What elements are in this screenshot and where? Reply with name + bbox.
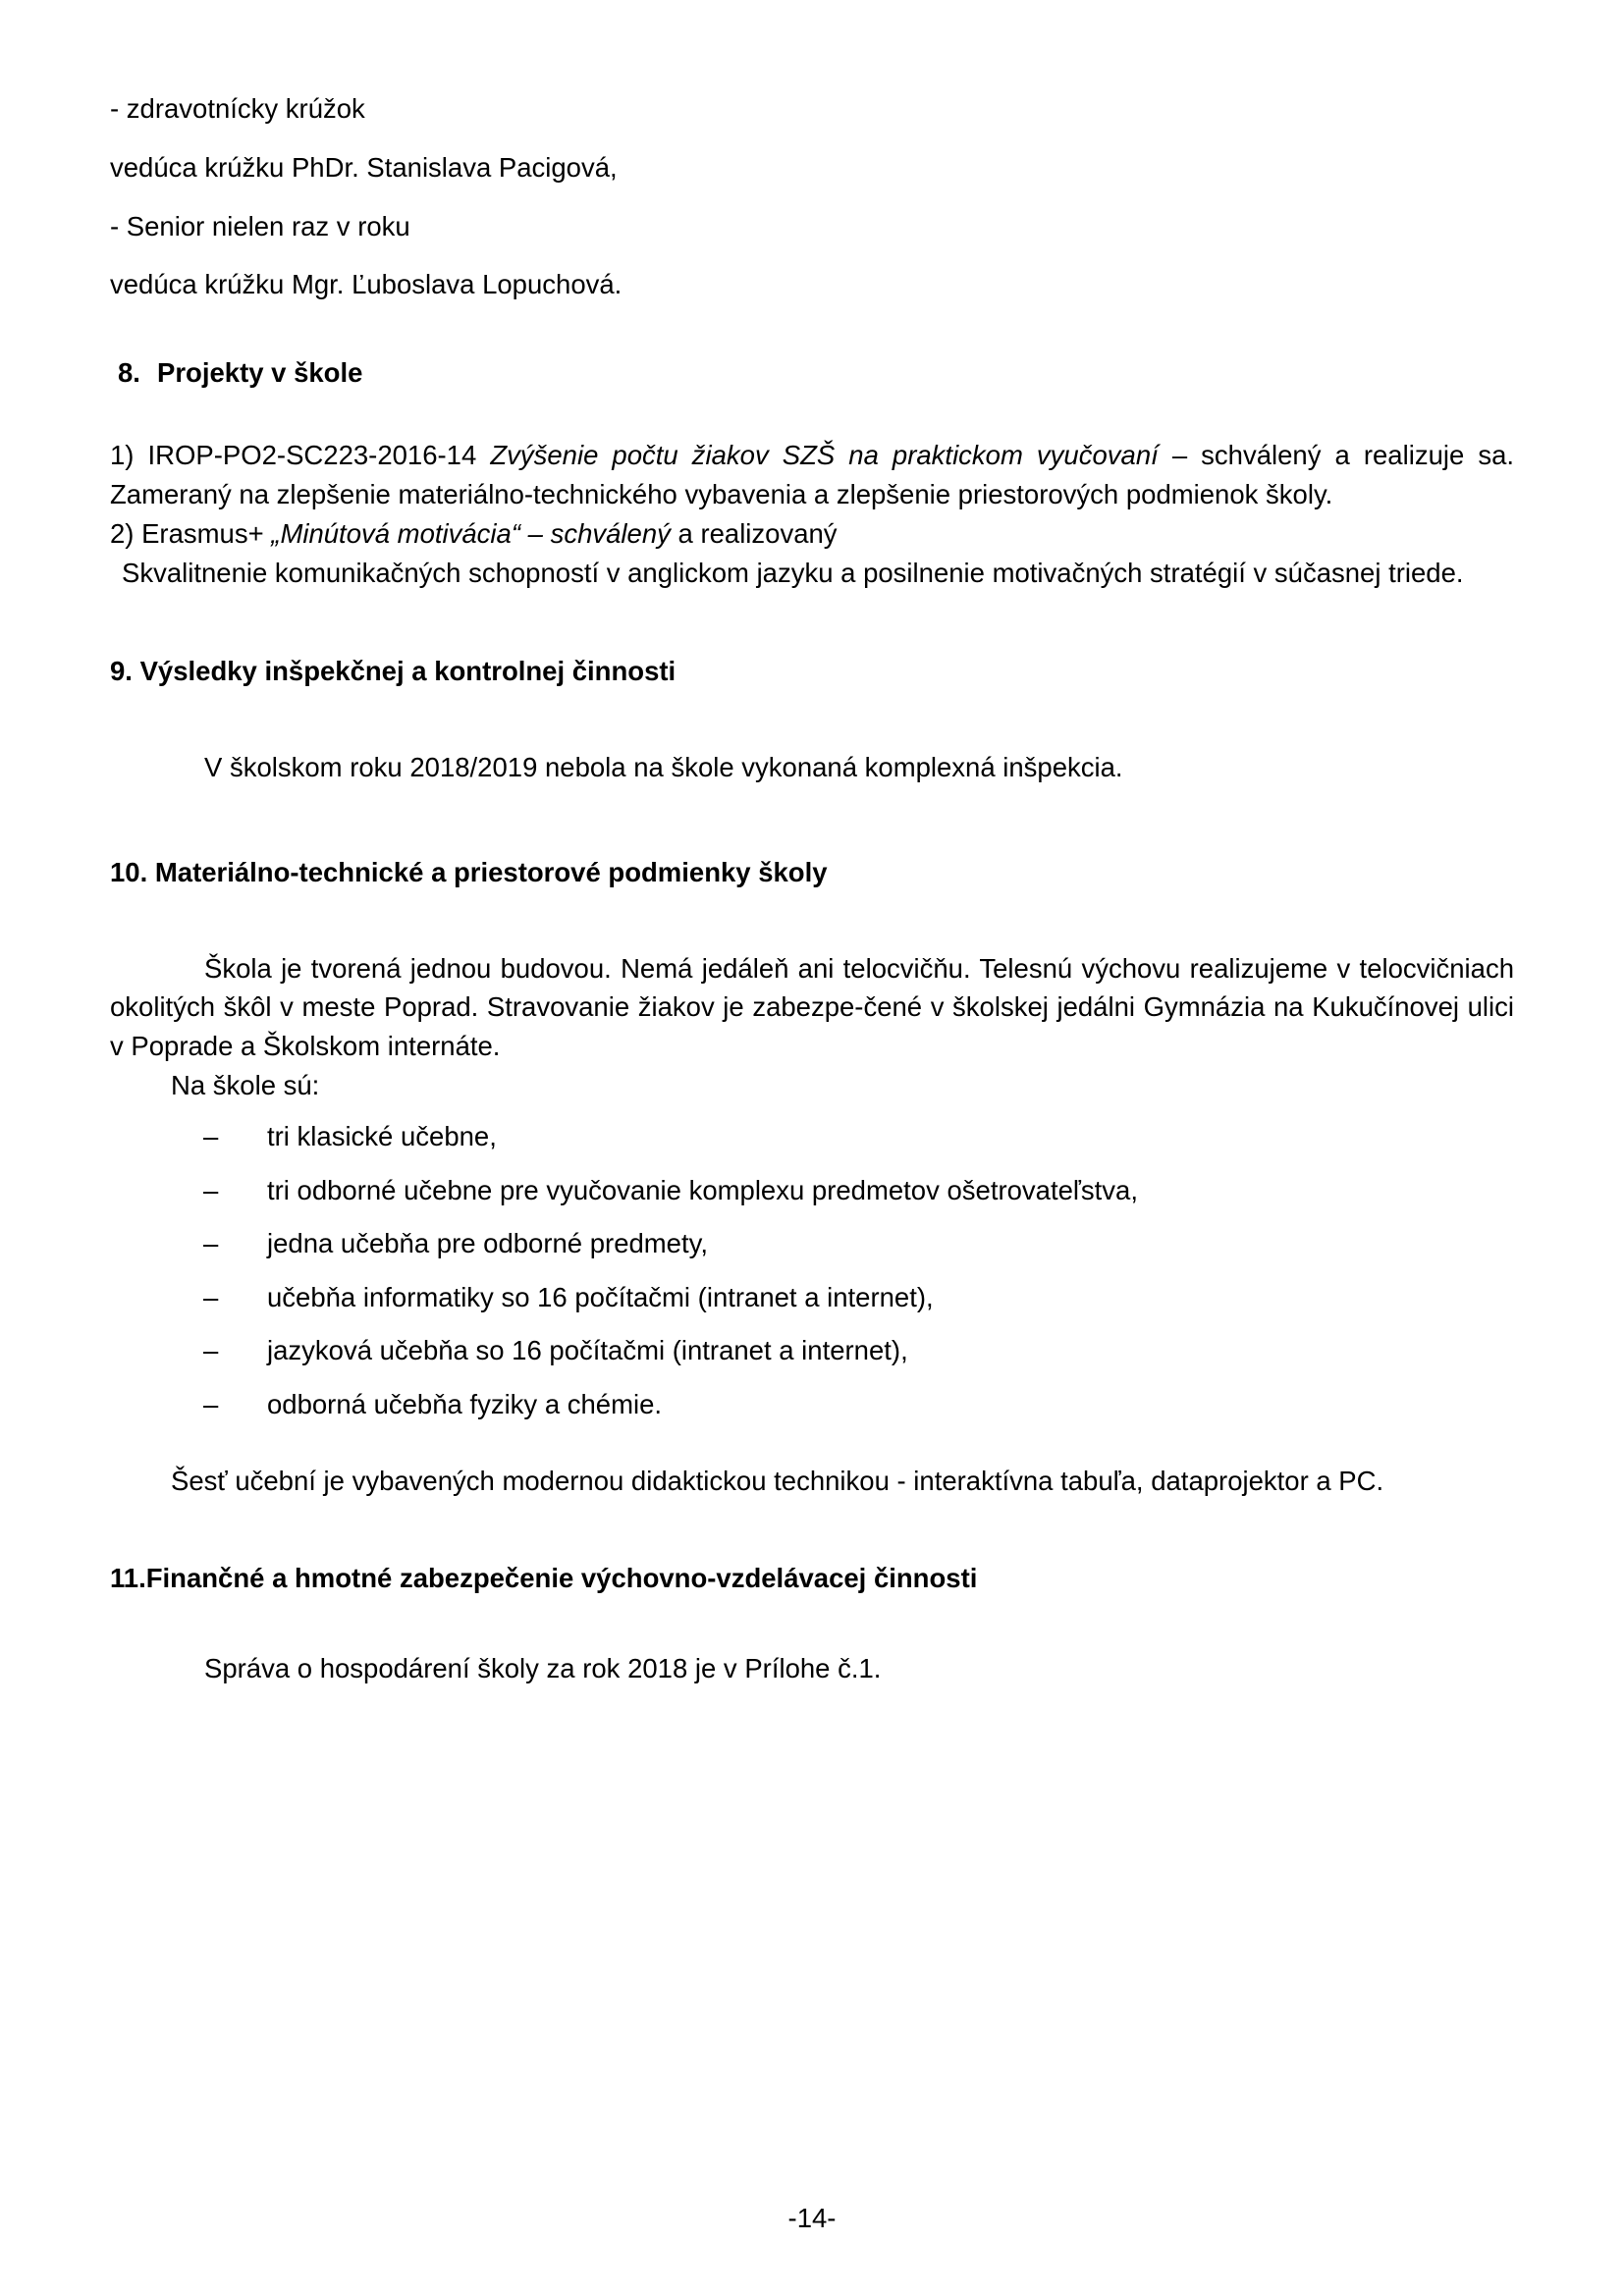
section-11-title: Finančné a hmotné zabezpečenie výchovno-vzdelávacej činnosti (145, 1562, 978, 1593)
list-item-label: učebňa informatiky so 16 počítačmi (intranet a internet), (267, 1281, 934, 1312)
dash-marker-icon: – (203, 1228, 219, 1259)
project-2-status-rest: a realizovaný (677, 517, 838, 549)
list-item-label: odborná učebňa fyziky a chémie. (267, 1388, 663, 1419)
section-10-paragraph-2: Šesť učební je vybavených modernou didaktickou technikou - interaktívna tabuľa, dataprojektor a PC. (171, 1466, 1384, 1497)
dash-marker-icon: – (203, 1174, 219, 1205)
list-item (203, 1337, 1514, 1364)
list-item (203, 1174, 1514, 1205)
project-2-name: „Minútová motivácia“ (271, 517, 520, 549)
club-leader-line-2: vedúca krúžku Mgr. Ľuboslava Lopuchová. (110, 269, 623, 300)
section-9-number: 9. (110, 655, 133, 686)
project-1-marker: 1) (110, 440, 135, 471)
section-11-heading (110, 1562, 1514, 1594)
project-1-paragraph (110, 436, 1514, 514)
section-8-heading (110, 356, 1514, 389)
list-item (203, 1281, 1514, 1312)
facilities-list (110, 1123, 1514, 1417)
project-2-status: – schválený (527, 517, 671, 549)
club-line-1: - zdravotnícky krúžok (110, 93, 365, 124)
club-leader-line-1: vedúca krúžku PhDr. Stanislava Pacigová, (110, 151, 618, 183)
list-item (203, 1230, 1514, 1257)
project-2-description: Skvalitnenie komunikačných schopností v anglickom jazyku a posilnenie motivačných stratégií v súčasnej triede. (122, 557, 1464, 588)
section-10-heading (110, 856, 1514, 888)
list-item (203, 1123, 1514, 1150)
dash-marker-icon: – (203, 1335, 219, 1366)
project-1-rest: schválený a realizuje sa. Zameraný na zlepšenie materiálno-technického vybavenia a zlepšenie priestorových podmienok školy. (110, 440, 1515, 510)
section-10-paragraph-1: Škola je tvorená jednou budovou. Nemá jedáleň ani telocvičňu. Telesnú výchovu realizujeme v telocvičniach okolitých škôl v meste Poprad. Stravovanie žiakov je zabezpe-čené v školskej jedálni Gymnázia na Kukučínovej ulici v Poprade a Školskom internáte. (110, 952, 1514, 1062)
project-2-marker: 2) (110, 517, 135, 549)
section-10-title: Materiálno-technické a priestorové podmienky školy (154, 856, 828, 887)
dash-marker-icon: – (203, 1281, 219, 1312)
list-item-label: jazyková učebňa so 16 počítačmi (intranet a internet), (267, 1335, 908, 1366)
section-8-number: 8. (118, 357, 140, 389)
dash-marker-icon: – (203, 1121, 219, 1152)
section-10-number: 10. (110, 856, 148, 887)
section-9-heading (110, 655, 1514, 687)
section-8-title: Projekty v škole (157, 357, 363, 389)
list-item (203, 1388, 1514, 1419)
section-11-paragraph: Správa o hospodárení školy za rok 2018 je v Prílohe č.1. (204, 1652, 882, 1683)
section-11-number: 11. (110, 1562, 146, 1593)
dash-marker-icon: – (203, 1388, 219, 1419)
page-body (110, 94, 1514, 1688)
list-item-label: tri klasické učebne, (267, 1121, 497, 1152)
section-9-paragraph: V školskom roku 2018/2019 nebola na škole vykonaná komplexná inšpekcia. (204, 751, 1123, 782)
list-item-label: jedna učebňa pre odborné predmety, (267, 1228, 708, 1259)
project-1-name: Zvýšenie počtu žiakov SZŠ na praktickom vyučovaní (490, 440, 1159, 471)
project-2-program: Erasmus+ (141, 517, 264, 549)
club-line-2: - Senior nielen raz v roku (110, 210, 410, 241)
list-item-label: tri odborné učebne pre vyučovanie komplexu predmetov ošetrovateľstva, (267, 1174, 1138, 1205)
section-9-title: Výsledky inšpekčnej a kontrolnej činnosti (139, 655, 677, 686)
project-2-paragraph (110, 514, 1514, 554)
section-10-list-intro: Na škole sú: (171, 1070, 320, 1101)
project-1-dash: – (1171, 440, 1188, 471)
page-number: -14- (787, 2202, 837, 2233)
project-1-code: IROP-PO2-SC223-2016-14 (147, 440, 477, 471)
